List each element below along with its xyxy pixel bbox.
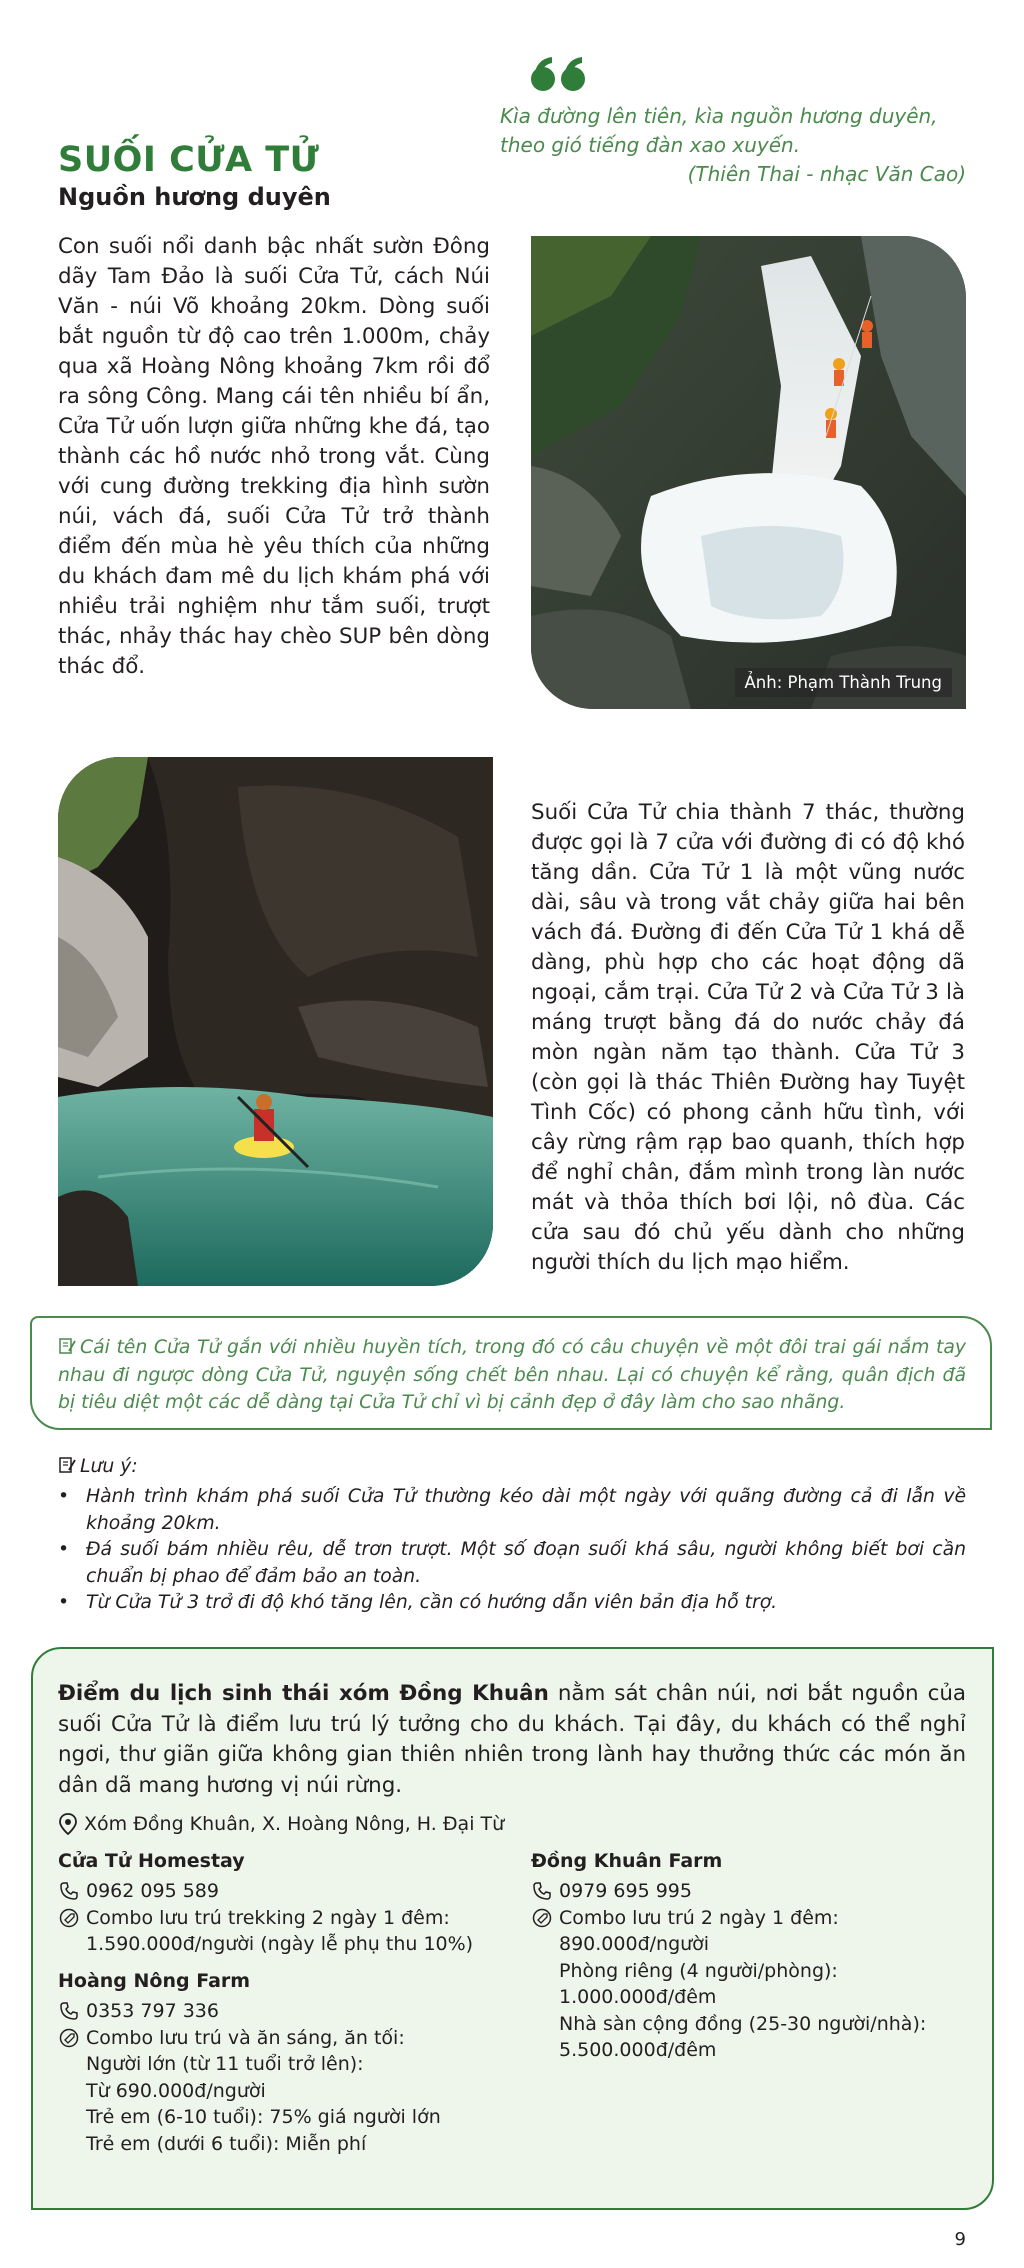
price-tag-icon (532, 1908, 552, 1928)
location-pin-icon (58, 1813, 78, 1835)
combo-line: Combo lưu trú và ăn sáng, ăn tối: (86, 2026, 405, 2049)
combo-line: 5.500.000đ/đêm (559, 2039, 717, 2061)
note-heading-label: Lưu ý: (80, 1456, 138, 1477)
phone-number[interactable]: 0962 095 589 (86, 1880, 219, 1902)
combo-line: 1.590.000đ/người (ngày lễ phụ thu 10%) (86, 1933, 474, 1955)
combo-line: Trẻ em (6-10 tuổi): 75% giá người lớn (86, 2106, 441, 2128)
address-row (58, 1813, 504, 1835)
falls-paragraph: Suối Cửa Tử chia thành 7 thác, thường được gọi là 7 cửa với đường đi có độ khó tăng dần. Cửa Tử 1 là một vũng nước dài, sâu và trong vắt chảy giữa hai bên vách đá. Đường đi đến Cửa Tử 1 khá dễ dàng, phù hợp cho các hoạt động dã ngoại, cắm trại. Cửa Tử 2 và Cửa Tử 3 là máng trượt bằng đá do nước chảy đá mòn ngàn năm tạo thành. Cửa Tử 3 (còn gọi là thác Thiên Đường hay Tuyệt Tình Cốc) có phong cảnh hữu tình, với cây rừng rậm rạp bao quanh, thích hợp để nghỉ chân, đắm mình trong làn nước mát và thỏa thích bơi lội, nô đùa. Các cửa sau đó chủ yếu dành cho những người thích du lịch mạo hiểm. (531, 800, 965, 1275)
note-item: • Hành trình khám phá suối Cửa Tử thường kéo dài một ngày với quãng đường cả đi lẫn về khoảng 20km. (58, 1484, 966, 1537)
page-subtitle: Nguồn hương duyên (58, 183, 331, 211)
combo-line: 1.000.000đ/đêm (559, 1986, 717, 2008)
eco-description: nằm sát chân núi, nơi bắt nguồn của suối Cửa Tử là điểm lưu trú lý tưởng cho du khách. Tại đây, du khách có thể nghỉ ngơi, thư giãn giữa không gian thiên nhiên trong lành hay thưởng thức các món ăn dân dã mang hương vị núi rừng. (58, 1681, 967, 1798)
venue-hoang-nong-farm (58, 1970, 498, 2157)
legend-body: Cái tên Cửa Tử gắn với nhiều huyền tích, trong đó có câu chuyện về một đôi trai gái nắm tay nhau đi ngược dòng Cửa Tử, nguyện sống chết bên nhau. Lại có chuyện kể rằng, quân địch đã bị tiêu diệt một các dễ dàng tại Cửa Tử chỉ vì bị cảnh đẹp ở đây làm cho sao nhãng. (58, 1337, 966, 1413)
note-pen-icon (58, 1456, 76, 1474)
price-tag-icon (59, 1908, 79, 1928)
note-item: • Đá suối bám nhiều rêu, dễ trơn trượt. Một số đoạn suối khá sâu, người không biết bơi cần chuẩn bị phao để đảm bảo an toàn. (58, 1537, 966, 1590)
combo-row (531, 1905, 966, 2064)
combo-line: Từ 690.000đ/người (86, 2079, 266, 2102)
note-list (58, 1484, 966, 1617)
venue-cua-tu-homestay (58, 1850, 498, 1958)
price-tag-icon (59, 2028, 79, 2048)
combo-line: Nhà sàn cộng đồng (25-30 người/nhà): (559, 2012, 927, 2035)
quote-source: (Thiên Thai - nhạc Văn Cao) (687, 162, 966, 186)
eco-name: Điểm du lịch sinh thái xóm Đồng Khuân (58, 1681, 549, 1706)
quote-line-1: Kìa đường lên tiên, kìa nguồn hương duyên, (500, 104, 938, 128)
combo-line: 890.000đ/người (559, 1933, 710, 1955)
venue-name: Hoàng Nông Farm (58, 1970, 251, 1992)
venue-name: Cửa Tử Homestay (58, 1850, 245, 1872)
combo-line: Người lớn (từ 11 tuổi trở lên): (86, 2053, 364, 2075)
legend-text (58, 1334, 966, 1417)
phone-row (58, 1998, 498, 2025)
address-text: Xóm Đồng Khuân, X. Hoàng Nông, H. Đại Từ (84, 1813, 505, 1835)
phone-row (58, 1878, 498, 1905)
page-title: SUỐI CỬA TỬ (58, 140, 320, 180)
phone-number[interactable]: 0353 797 336 (86, 2000, 219, 2022)
quote-line-2: theo gió tiếng đàn xao xuyến. (500, 133, 801, 157)
phone-icon (60, 2002, 78, 2020)
waterfall-photo (531, 236, 966, 709)
combo-line: Combo lưu trú 2 ngày 1 đêm: (559, 1906, 839, 1929)
quote-mark-icon (530, 55, 590, 95)
combo-line: Trẻ em (dưới 6 tuổi): Miễn phí (86, 2132, 367, 2155)
intro-paragraph: Con suối nổi danh bậc nhất sườn Đông dãy Tam Đảo là suối Cửa Tử, cách Núi Văn - núi Võ khoảng 20km. Dòng suối bắt nguồn từ độ cao trên 1.000m, chảy qua xã Hoàng Nông khoảng 7km rồi đổ ra sông Công. Mang cái tên nhiều bí ẩn, Cửa Tử uốn lượn giữa những khe đá, tạo thành các hồ nước nhỏ trong vắt. Cùng với cung đường trekking địa hình sườn núi, vách đá, suối Cửa Tử trở thành điểm đến mùa hè yêu thích của những du khách đam mê du lịch khám phá với nhiều trải nghiệm như tắm suối, trượt thác, nhảy thác hay chèo SUP bên dòng thác đổ. (58, 234, 490, 679)
note-item: • Từ Cửa Tử 3 trở đi độ khó tăng lên, cần có hướng dẫn viên bản địa hỗ trợ. (58, 1590, 966, 1617)
combo-line: Combo lưu trú trekking 2 ngày 1 đêm: (86, 1906, 450, 1929)
venue-name: Đồng Khuân Farm (531, 1850, 723, 1872)
eco-intro (58, 1679, 966, 1801)
note-pen-icon (58, 1337, 76, 1355)
combo-row (58, 2025, 498, 2158)
venue-dong-khuan-farm (531, 1850, 966, 2064)
combo-line: Phòng riêng (4 người/phòng): (559, 1959, 838, 1982)
waterfall-illustration (531, 236, 966, 709)
sup-paddling-photo (58, 757, 493, 1286)
epigraph-quote (500, 102, 966, 189)
phone-row (531, 1878, 966, 1905)
phone-icon (60, 1882, 78, 1900)
page-number: 9 (954, 2229, 966, 2250)
sup-illustration (58, 757, 493, 1286)
phone-number[interactable]: 0979 695 995 (559, 1880, 692, 1902)
note-heading (58, 1456, 138, 1477)
combo-row (58, 1905, 498, 1958)
phone-icon (533, 1882, 551, 1900)
photo-credit: Ảnh: Phạm Thành Trung (735, 668, 952, 697)
